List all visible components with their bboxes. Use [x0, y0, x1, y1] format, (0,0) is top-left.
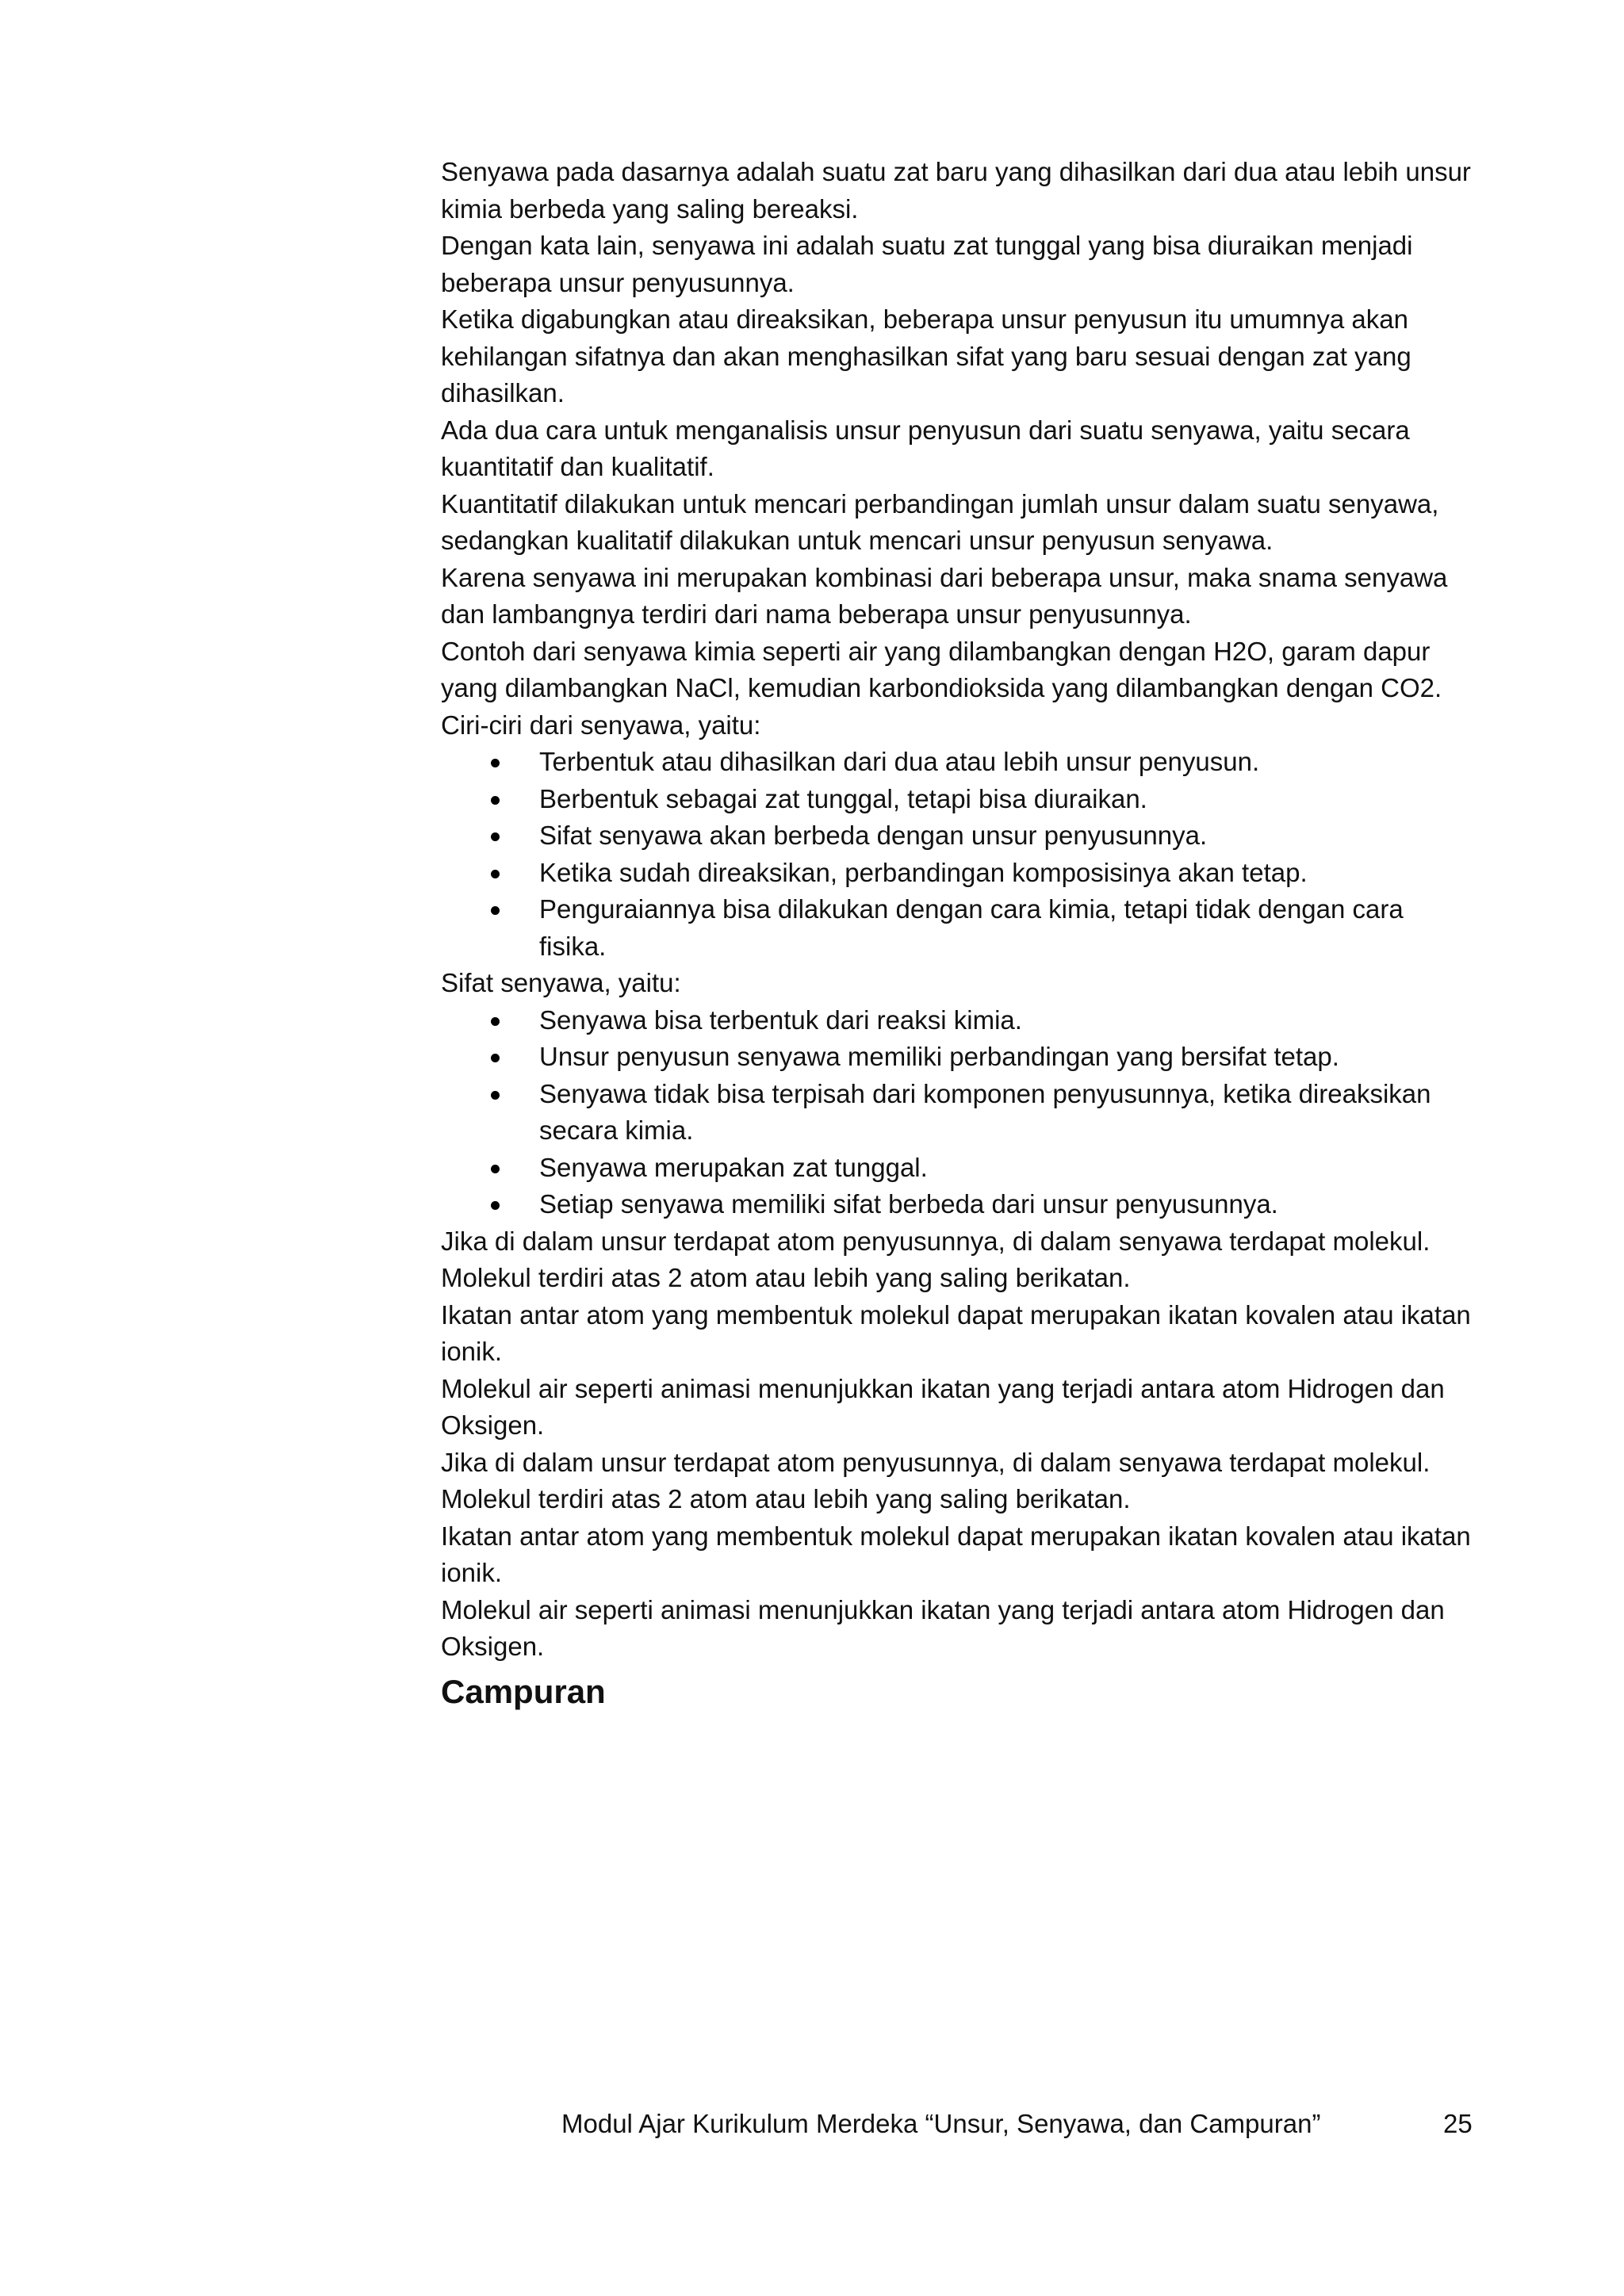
list-item	[441, 1076, 1472, 1150]
bullet-icon	[491, 1165, 500, 1173]
paragraph: Ikatan antar atom yang membentuk molekul dapat merupakan ikatan kovalen atau ikatan ionik.	[441, 1299, 1471, 1366]
ciri-intro: Ciri-ciri dari senyawa, yaitu:	[441, 710, 761, 740]
paragraph: Ketika digabungkan atau direaksikan, beberapa unsur penyusun itu umumnya akan kehilangan sifatnya dan akan menghasilkan sifat yang baru sesuai dengan zat yang dihasilkan.	[441, 304, 1411, 408]
list-item-text: Penguraiannya bisa dilakukan dengan cara kimia, tetapi tidak dengan cara fisika.	[539, 894, 1404, 961]
paragraph: Ada dua cara untuk menganalisis unsur penyusun dari suatu senyawa, yaitu secara kuantitatif dan kualitatif.	[441, 415, 1410, 481]
paragraph: Senyawa pada dasarnya adalah suatu zat baru yang dihasilkan dari dua atau lebih unsur kimia berbeda yang saling bereaksi.	[441, 157, 1471, 224]
paragraph: Kuantitatif dilakukan untuk mencari perbandingan jumlah unsur dalam suatu senyawa, sedangkan kualitatif dilakukan untuk mencari unsur penyusun senyawa.	[441, 488, 1439, 555]
bullet-icon	[491, 1091, 500, 1100]
list-item	[441, 891, 1472, 965]
bullet-icon	[491, 796, 500, 805]
sifat-list	[441, 1002, 1472, 1223]
paragraph: Ikatan antar atom yang membentuk molekul dapat merupakan ikatan kovalen atau ikatan ionik.	[441, 1521, 1471, 1587]
paragraph: Molekul terdiri atas 2 atom atau lebih yang saling berikatan.	[441, 1263, 1131, 1292]
list-item-text: Unsur penyusun senyawa memiliki perbandingan yang bersifat tetap.	[539, 1042, 1339, 1071]
list-item	[441, 1186, 1472, 1223]
list-item-text: Senyawa merupakan zat tunggal.	[539, 1152, 928, 1182]
list-item-text: Ketika sudah direaksikan, perbandingan komposisinya akan tetap.	[539, 857, 1308, 887]
page-footer	[0, 2106, 1624, 2145]
list-item-text: Senyawa tidak bisa terpisah dari komponen penyusunnya, ketika direaksikan secara kimia.	[539, 1078, 1431, 1145]
footer-title: Modul Ajar Kurikulum Merdeka “Unsur, Senyawa, dan Campuran”	[561, 2109, 1321, 2138]
section-heading: Campuran	[441, 1672, 606, 1710]
list-item	[441, 855, 1472, 892]
paragraph: Dengan kata lain, senyawa ini adalah suatu zat tunggal yang bisa diuraikan menjadi beberapa unsur penyusunnya.	[441, 231, 1413, 297]
list-item-text: Senyawa bisa terbentuk dari reaksi kimia.	[539, 1004, 1022, 1035]
list-item-text: Terbentuk atau dihasilkan dari dua atau lebih unsur penyusun.	[539, 747, 1260, 776]
list-item	[441, 744, 1472, 781]
page-number: 25	[1443, 2109, 1473, 2138]
list-item	[441, 817, 1472, 855]
list-item	[441, 1039, 1472, 1076]
bullet-icon	[491, 1054, 500, 1062]
paragraph: Jika di dalam unsur terdapat atom penyusunnya, di dalam senyawa terdapat molekul.	[441, 1226, 1431, 1256]
page-content	[441, 154, 1472, 1714]
bullet-icon	[491, 832, 500, 841]
bullet-icon	[491, 870, 500, 878]
list-item-text: Setiap senyawa memiliki sifat berbeda dari unsur penyusunnya.	[539, 1189, 1278, 1219]
bullet-icon	[491, 1201, 500, 1210]
bullet-icon	[491, 1017, 500, 1026]
list-item	[441, 1150, 1472, 1187]
paragraph: Karena senyawa ini merupakan kombinasi dari beberapa unsur, maka snama senyawa dan lambangnya terdiri dari nama beberapa unsur penyusunnya.	[441, 562, 1448, 629]
sifat-intro: Sifat senyawa, yaitu:	[441, 968, 681, 997]
list-item-text: Berbentuk sebagai zat tunggal, tetapi bisa diuraikan.	[539, 783, 1147, 813]
list-item	[441, 781, 1472, 818]
bullet-icon	[491, 759, 500, 767]
paragraph: Jika di dalam unsur terdapat atom penyusunnya, di dalam senyawa terdapat molekul.	[441, 1447, 1431, 1477]
paragraph: Molekul air seperti animasi menunjukkan ikatan yang terjadi antara atom Hidrogen dan Oksigen.	[441, 1373, 1445, 1440]
paragraph: Molekul air seperti animasi menunjukkan ikatan yang terjadi antara atom Hidrogen dan Oksigen.	[441, 1594, 1445, 1661]
ciri-list	[441, 744, 1472, 965]
list-item	[441, 1002, 1472, 1039]
bullet-icon	[491, 906, 500, 915]
paragraph: Contoh dari senyawa kimia seperti air yang dilambangkan dengan H2O, garam dapur yang dilambangkan NaCl, kemudian karbondioksida yang dilambangkan dengan CO2.	[441, 636, 1442, 702]
list-item-text: Sifat senyawa akan berbeda dengan unsur penyusunnya.	[539, 821, 1208, 850]
paragraph: Molekul terdiri atas 2 atom atau lebih yang saling berikatan.	[441, 1484, 1131, 1513]
